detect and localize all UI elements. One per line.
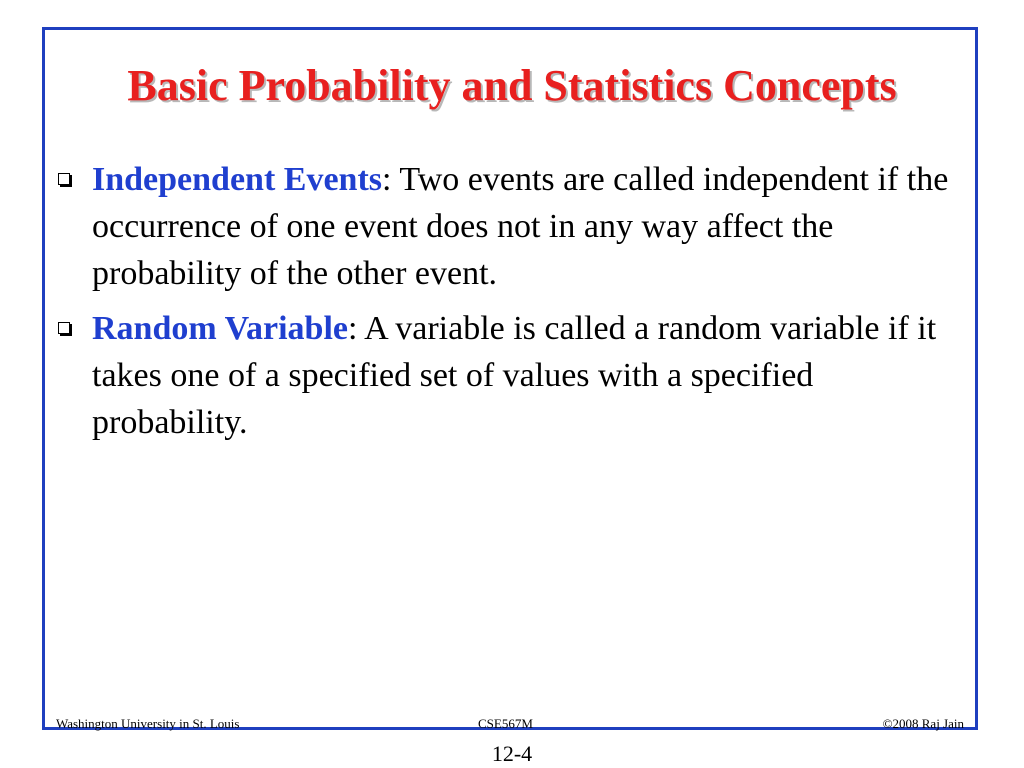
footer-course: CSE567M xyxy=(478,716,533,731)
bullet-text: : Two events are called independent if the occurrence of one event does not in any way affect the probability of the other event. xyxy=(92,161,949,292)
footer-institution: Washington University in St. Louis xyxy=(56,716,240,731)
bullet-term: Independent Events xyxy=(92,161,383,198)
page-number: 12-4 xyxy=(491,741,533,766)
bullet-list xyxy=(56,156,966,454)
slide-title: Basic Probability and Statistics Concepts xyxy=(127,61,897,110)
square-bullet-icon xyxy=(58,322,70,334)
bullet-text: : A variable is called a random variable if it takes one of a specified set of values with a specified probability. xyxy=(92,310,937,441)
bullet-item-random-variable xyxy=(56,305,966,446)
square-bullet-icon xyxy=(58,173,70,185)
footer-copyright: ©2008 Raj Jain xyxy=(882,716,964,731)
bullet-term: Random Variable xyxy=(92,310,348,347)
bullet-item-independent-events xyxy=(56,156,966,297)
